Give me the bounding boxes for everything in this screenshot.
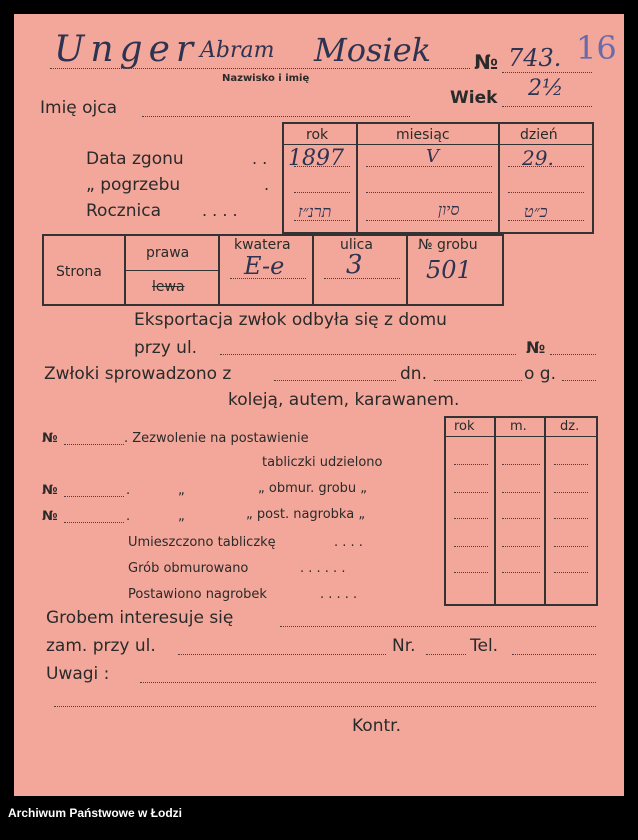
house-nr-label: Nr. bbox=[392, 636, 416, 656]
permits-col-day: dz. bbox=[560, 419, 580, 434]
record-number-handwritten: 743. bbox=[508, 44, 562, 72]
death-year: 1897 bbox=[288, 146, 344, 171]
number-symbol: № bbox=[474, 50, 499, 74]
burial-date-label: „ pogrzebu bbox=[86, 175, 181, 195]
permits-col-month: m. bbox=[510, 419, 527, 434]
age-handwritten: 2½ bbox=[528, 76, 564, 101]
anniversary-month: סיון bbox=[438, 200, 460, 219]
street-header: ulica bbox=[340, 237, 373, 253]
number-line bbox=[502, 72, 592, 73]
second-name-handwritten: Mosiek bbox=[314, 31, 432, 69]
father-name-line bbox=[142, 116, 410, 117]
hour-label: o g. bbox=[524, 364, 556, 384]
quarter-value: E-e bbox=[244, 252, 285, 280]
interested-party-label: Grobem interesuje się bbox=[46, 608, 234, 628]
permits-col-year: rok bbox=[454, 419, 475, 434]
quarter-header: kwatera bbox=[234, 237, 291, 253]
tombstone-permit-text: „ post. nagrobka „ bbox=[246, 507, 366, 522]
remarks-label: Uwagi : bbox=[46, 664, 110, 684]
anniversary-year: תרנ״ז bbox=[298, 202, 332, 221]
death-month: V bbox=[426, 146, 439, 167]
col-month-header: miesiąc bbox=[396, 127, 450, 143]
plaque-granted-text: tabliczki udzielono bbox=[262, 455, 383, 470]
right-side-option: prawa bbox=[146, 245, 190, 261]
father-name-label: Imię ojca bbox=[40, 98, 118, 118]
col-year-header: rok bbox=[306, 127, 329, 143]
grave-number-value: 501 bbox=[426, 256, 472, 284]
age-line bbox=[502, 106, 592, 107]
street-value: 3 bbox=[346, 250, 363, 280]
tombstone-erected-label: Postawiono nagrobek bbox=[128, 587, 267, 602]
record-number-extra: 16 bbox=[576, 29, 617, 67]
permit-plaque-text: . Zezwolenie na postawienie bbox=[124, 431, 309, 446]
burial-record-card: Unger Abram Mosiek Nazwisko i imię № 743. 16 Imię ojca Wiek 2½ Data zgonu . . „ pogrzebu . Rocznica . . . . rok miesiąc dzień 1897 V 29. תרנ״ז סיון כ״ט Strona prawa lewa kwatera ulica № grobu E-e 3 501 Eksportacja zwłok odbyła się z domu przy ul. № Zwłoki sprowadzono z dn. o g. koleją, autem, karawanem. № . Zezwolenie na postawienie tabliczki udzielono № . „ „ obmur. grobu „ № . „ „ post. nagrobka „ Umieszczono tabliczkę . . . . Grób obmurowano . . . . . . Postawiono nagrobek . . . . . rok m. dz. Grobem interesuje się zam. przy ul. Nr. Tel. Uwagi : Kontr. bbox=[14, 14, 624, 796]
col-day-header: dzień bbox=[520, 127, 558, 143]
residence-street-label: zam. przy ul. bbox=[46, 636, 156, 656]
surname-handwritten: Unger bbox=[54, 29, 200, 70]
archive-footer: Archiwum Państwowe w Łodzi bbox=[8, 806, 183, 820]
transport-options: koleją, autem, karawanem. bbox=[228, 390, 460, 410]
name-caption: Nazwisko i imię bbox=[222, 73, 310, 84]
age-label: Wiek bbox=[450, 88, 498, 108]
grave-walled-label: Grób obmurowano bbox=[128, 561, 249, 576]
exportation-text: Eksportacja zwłok odbyła się z domu bbox=[134, 310, 447, 330]
given-name-handwritten: Abram bbox=[200, 38, 275, 63]
grave-number-header: № grobu bbox=[418, 237, 478, 253]
death-day: 29. bbox=[522, 146, 554, 170]
control-label: Kontr. bbox=[352, 716, 401, 736]
phone-label: Tel. bbox=[470, 636, 499, 656]
plaque-placed-label: Umieszczono tabliczkę bbox=[128, 535, 276, 550]
house-number-symbol: № bbox=[526, 338, 546, 357]
street-address-label: przy ul. bbox=[134, 338, 198, 358]
anniversary-day: כ״ט bbox=[524, 202, 548, 221]
name-line bbox=[50, 68, 470, 69]
walling-permit-text: „ obmur. grobu „ bbox=[258, 481, 368, 496]
death-date-label: Data zgonu bbox=[86, 149, 184, 169]
body-brought-label: Zwłoki sprowadzono z bbox=[44, 364, 232, 384]
left-side-option: lewa bbox=[152, 279, 185, 295]
permits-table bbox=[444, 416, 598, 606]
side-label: Strona bbox=[56, 264, 102, 280]
date-label: dn. bbox=[400, 364, 427, 384]
anniversary-label: Rocznica bbox=[86, 201, 161, 221]
